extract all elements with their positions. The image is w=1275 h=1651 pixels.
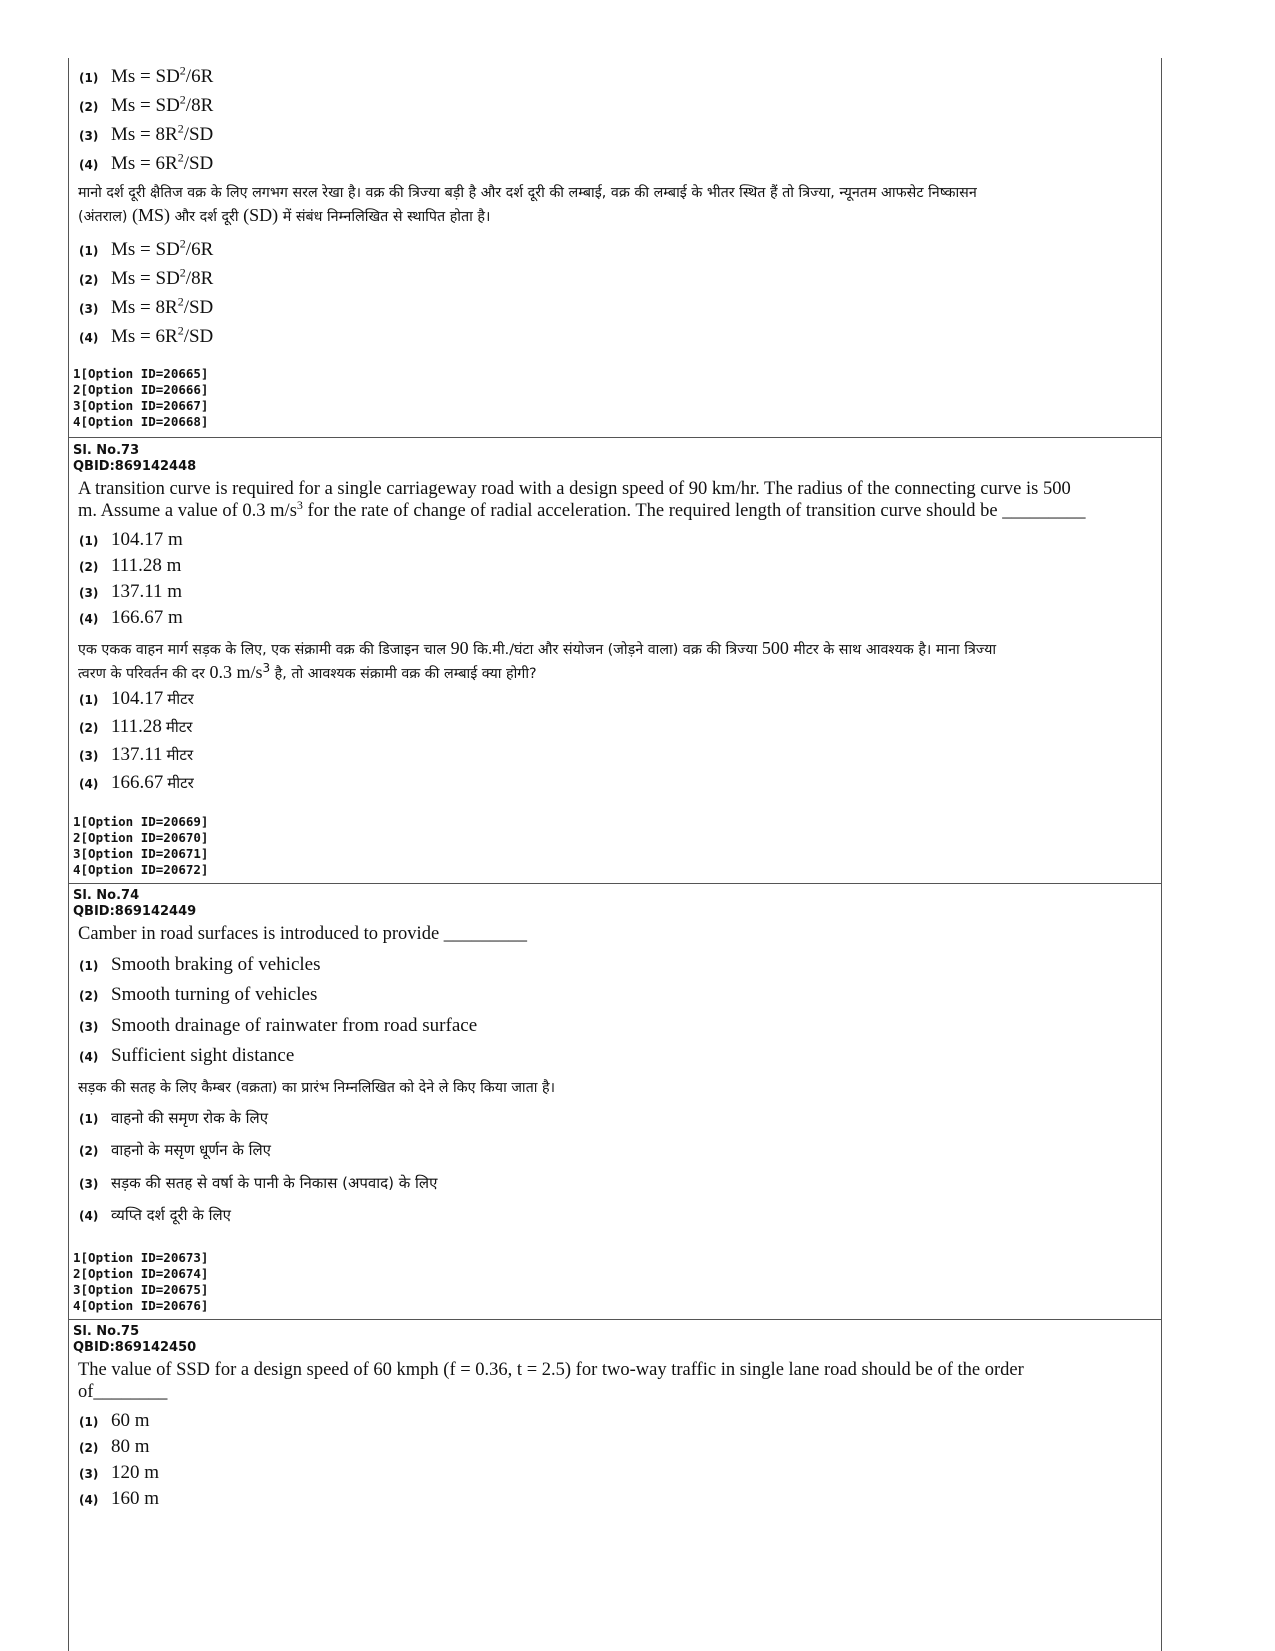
option-id: 3[Option ID=20667] (73, 398, 209, 413)
q72-hi-option-3 (79, 294, 214, 319)
option-number: (3) (79, 1467, 99, 1481)
option-id: 3[Option ID=20671] (73, 846, 209, 861)
option-id: 1[Option ID=20673] (73, 1250, 209, 1265)
option-text: Ms = SD (111, 66, 180, 87)
option-text: Ms = SD (111, 95, 180, 116)
number-text: 500 (761, 638, 789, 658)
option-number: (4) (79, 331, 99, 345)
hindi-text: कि.मी./घंटा और संयोजन (जोड़ने वाला) वक्र की त्रिज्या (473, 642, 758, 658)
option-text: Smooth drainage of rainwater from road surface (111, 1015, 478, 1036)
hindi-text: (अंतराल) (78, 209, 128, 225)
option-text: /8R (185, 95, 214, 116)
hindi-line-2 (78, 661, 1139, 685)
serial-number: Sl. No.73 (73, 443, 140, 458)
question-72-block (69, 58, 1161, 438)
option-number: (1) (79, 534, 99, 548)
q73-hi-option-4 (79, 772, 194, 794)
q75-question (78, 1359, 1147, 1403)
option-value: 104.17 (111, 688, 164, 709)
hindi-text: और दर्श दूरी (174, 209, 239, 225)
option-number: (4) (79, 612, 99, 626)
option-id: 2[Option ID=20670] (73, 830, 209, 845)
option-text: 111.28 m (111, 555, 182, 576)
hindi-line-2 (78, 204, 1139, 228)
q74-option-3 (79, 1015, 477, 1037)
unit-text: 0.3 m/s (209, 662, 263, 682)
option-number: (2) (79, 100, 99, 114)
option-text: 120 m (111, 1462, 160, 1483)
q72-option-1 (79, 63, 214, 88)
q74-question: Camber in road surfaces is introduced to provide _________ (78, 924, 528, 944)
option-id: 1[Option ID=20669] (73, 814, 209, 829)
hindi-text: त्वरण के परिवर्तन की दर (78, 666, 205, 682)
option-text: /SD (183, 326, 214, 347)
question-line-1: The value of SSD for a design speed of 60 kmph (f = 0.36, t = 2.5) for two-way traffic in single lane road should be of the order (78, 1360, 1024, 1380)
superscript: 3 (262, 661, 271, 676)
q74-hindi-question: सड़क की सतह के लिए कैम्बर (वक्रता) का प्रारंभ निम्नलिखित को देने ले किए किया जाता है। (78, 1080, 556, 1096)
option-number: (4) (79, 777, 99, 791)
question-text: for the rate of change of radial acceleration. The required length of transition curve should be _________ (302, 501, 1086, 521)
q73-meta (73, 443, 196, 475)
option-id: 1[Option ID=20665] (73, 366, 209, 381)
hindi-text: है, तो आवश्यक संक्रामी वक्र की लम्बाई क्या होगी? (274, 666, 537, 682)
option-number: (3) (79, 1177, 99, 1191)
option-unit: मीटर (166, 746, 194, 764)
option-text: /SD (183, 153, 214, 174)
option-text: Ms = 6R (111, 326, 178, 347)
q72-hi-option-1 (79, 236, 214, 261)
q73-hindi-question (78, 637, 1139, 685)
option-text: /6R (185, 66, 214, 87)
option-number: (3) (79, 586, 99, 600)
q73-question (78, 478, 1147, 522)
question-line-2: of________ (78, 1382, 168, 1402)
option-text: सड़क की सतह से वर्षा के पानी के निकास (अपवाद) के लिए (111, 1174, 438, 1192)
option-text: Smooth turning of vehicles (111, 984, 318, 1005)
option-id: 2[Option ID=20666] (73, 382, 209, 397)
option-text: Ms = 8R (111, 297, 178, 318)
hindi-text: मीटर के साथ आवश्यक है। माना त्रिज्या (793, 642, 997, 658)
option-text: 160 m (111, 1488, 160, 1509)
q73-option-2 (79, 555, 181, 577)
option-text: 60 m (111, 1410, 150, 1431)
option-value: 137.11 (111, 744, 163, 765)
option-text: /8R (185, 268, 214, 289)
q74-option-4 (79, 1045, 294, 1067)
option-text: Sufficient sight distance (111, 1045, 295, 1066)
option-number: (4) (79, 158, 99, 172)
q73-option-3 (79, 581, 182, 603)
option-number: (2) (79, 721, 99, 735)
option-number: (1) (79, 1112, 99, 1126)
abbr-text: (MS) (132, 205, 171, 225)
option-number: (2) (79, 1144, 99, 1158)
option-number: (2) (79, 273, 99, 287)
option-text: 80 m (111, 1436, 150, 1457)
option-number: (1) (79, 71, 99, 85)
option-number: (4) (79, 1050, 99, 1064)
option-unit: मीटर (165, 718, 193, 736)
q74-hi-option-2 (79, 1140, 271, 1160)
q72-hi-option-2 (79, 265, 214, 290)
q73-option-4 (79, 607, 183, 629)
option-number: (4) (79, 1209, 99, 1223)
q73-hi-option-1 (79, 688, 194, 710)
q74-hi-option-4 (79, 1205, 231, 1225)
hindi-line-1: मानो दर्श दूरी क्षैतिज वक्र के लिए लगभग सरल रेखा है। वक्र की त्रिज्या बड़ी है और दर्श दूरी की लम्बाई, वक्र की लम्बाई के भीतर स्थित हैं तो त्रिज्या, न्यूनतम आफसेट निष्कासन (78, 185, 977, 201)
q74-option-ids (73, 1250, 208, 1314)
option-unit: मीटर (167, 774, 194, 792)
hindi-text: में संबंध निम्नलिखित से स्थापित होता है। (282, 209, 491, 225)
option-text: Ms = SD (111, 268, 180, 289)
q74-hi-option-3 (79, 1173, 437, 1193)
q72-hi-option-4 (79, 323, 214, 348)
option-number: (1) (79, 693, 99, 707)
option-text: 166.67 m (111, 607, 183, 628)
question-text: m. Assume a value of 0.3 m/s (78, 501, 297, 521)
option-id: 4[Option ID=20676] (73, 1298, 209, 1313)
q73-hi-option-2 (79, 716, 192, 738)
option-id: 4[Option ID=20672] (73, 862, 209, 877)
question-74-block (69, 884, 1161, 1320)
q75-option-4 (79, 1488, 159, 1510)
option-number: (2) (79, 989, 99, 1003)
q74-option-2 (79, 984, 317, 1006)
q73-option-ids (73, 814, 208, 878)
option-value: 166.67 (111, 772, 164, 793)
abbr-text: (SD) (243, 205, 279, 225)
qbid: QBID:869142449 (73, 904, 197, 919)
q75-option-3 (79, 1462, 159, 1484)
option-number: (1) (79, 244, 99, 258)
q72-option-ids (73, 366, 208, 430)
serial-number: Sl. No.74 (73, 888, 140, 903)
superscript: 2 (179, 92, 186, 107)
superscript: 2 (179, 63, 186, 78)
hindi-line-1 (78, 637, 1139, 661)
qbid: QBID:869142450 (73, 1340, 197, 1355)
q74-option-1 (79, 954, 321, 976)
option-number: (1) (79, 1415, 99, 1429)
option-text: /SD (183, 124, 214, 145)
q75-option-2 (79, 1436, 150, 1458)
q72-option-2 (79, 92, 214, 117)
option-number: (3) (79, 302, 99, 316)
option-text: वाहनो की समृण रोक के लिए (111, 1109, 269, 1127)
superscript: 2 (177, 294, 184, 309)
q73-option-1 (79, 529, 183, 551)
option-text: Ms = 8R (111, 124, 178, 145)
superscript: 3 (296, 497, 303, 512)
question-73-block (69, 438, 1161, 884)
option-text: /SD (183, 297, 214, 318)
option-number: (3) (79, 1020, 99, 1034)
question-paper-frame (68, 58, 1162, 1651)
option-text: वाहनो के मसृण धूर्णन के लिए (111, 1141, 271, 1159)
option-text: व्यप्ति दर्श दूरी के लिए (111, 1206, 231, 1224)
option-number: (3) (79, 129, 99, 143)
question-line-2 (78, 497, 1147, 522)
option-id: 3[Option ID=20675] (73, 1282, 209, 1297)
hindi-text: एक एकक वाहन मार्ग सड़क के लिए, एक संक्रामी वक्र की डिजाइन चाल (78, 642, 447, 658)
option-text: Ms = SD (111, 239, 180, 260)
q74-meta (73, 888, 196, 920)
option-text: /6R (185, 239, 214, 260)
question-line-1: A transition curve is required for a single carriageway road with a design speed of 90 km/hr. The radius of the connecting curve is 500 (78, 479, 1071, 499)
option-text: 137.11 m (111, 581, 183, 602)
superscript: 2 (177, 150, 184, 165)
qbid: QBID:869142448 (73, 459, 197, 474)
option-value: 111.28 (111, 716, 162, 737)
option-number: (2) (79, 560, 99, 574)
q74-hi-option-1 (79, 1108, 268, 1128)
serial-number: Sl. No.75 (73, 1324, 140, 1339)
option-number: (4) (79, 1493, 99, 1507)
q72-hindi-question (78, 182, 1139, 228)
option-number: (1) (79, 959, 99, 973)
option-text: 104.17 m (111, 529, 183, 550)
q73-hi-option-3 (79, 744, 193, 766)
option-text: Ms = 6R (111, 153, 178, 174)
option-unit: मीटर (167, 690, 194, 708)
q72-option-3 (79, 121, 214, 146)
option-number: (3) (79, 749, 99, 763)
option-id: 4[Option ID=20668] (73, 414, 209, 429)
q72-option-4 (79, 150, 214, 175)
number-text: 90 (450, 638, 469, 658)
option-id: 2[Option ID=20674] (73, 1266, 209, 1281)
option-text: Smooth braking of vehicles (111, 954, 321, 975)
q75-option-1 (79, 1410, 150, 1432)
option-number: (2) (79, 1441, 99, 1455)
superscript: 2 (179, 265, 186, 280)
q75-meta (73, 1324, 196, 1356)
superscript: 2 (177, 121, 184, 136)
question-75-block (69, 1320, 1161, 1651)
superscript: 2 (179, 236, 186, 251)
superscript: 2 (177, 323, 184, 338)
